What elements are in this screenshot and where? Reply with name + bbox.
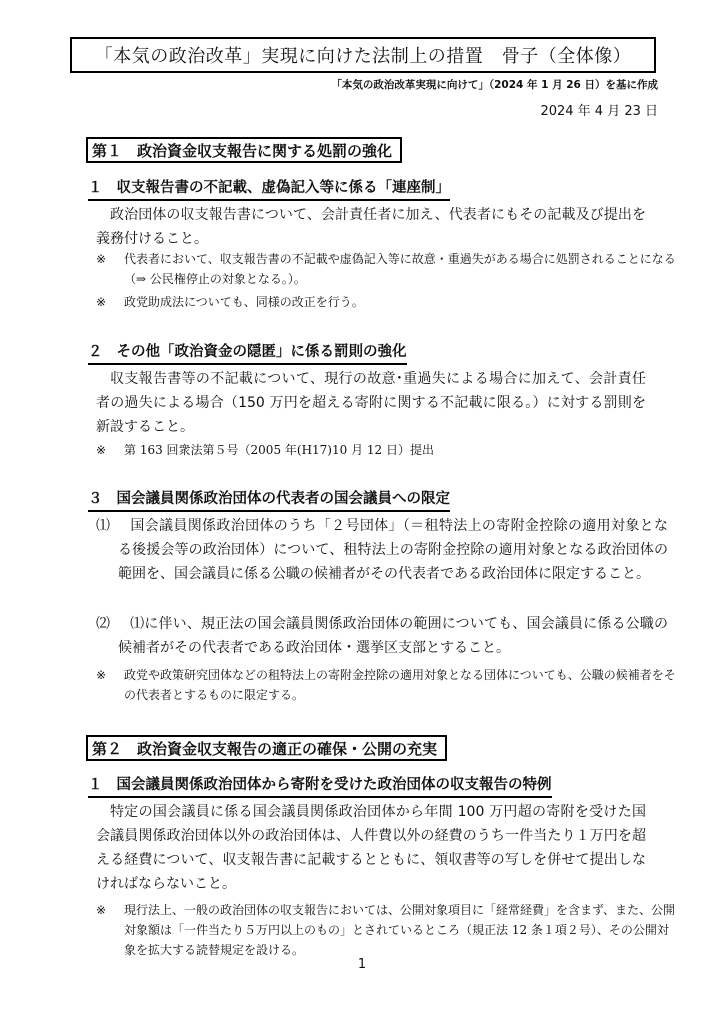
- subsection-number: １: [88, 180, 103, 196]
- section-1-3-heading: [88, 487, 450, 512]
- subsection-title: 国会議員関係政治団体の代表者の国会議員への限定: [116, 491, 450, 507]
- note-mark: ※: [96, 295, 107, 309]
- note-mark: ※: [96, 668, 107, 682]
- basis-note: 「本気の政治改革実現に向けて」（2024 年 1 月 26 日）を基に作成: [331, 79, 658, 91]
- note-text: 第 163 回衆法第５号（2005 年(H17)10 月 12 日）提出: [124, 443, 434, 457]
- section-1-heading: 第１ 政治資金収支報告に関する処罰の強化: [86, 137, 402, 163]
- section-1-3-item-2: [96, 612, 668, 660]
- document-date: 2024 年 4 月 23 日: [540, 104, 658, 119]
- subsection-title: 収支報告書の不記載、虚偽記入等に係る「連座制」: [116, 180, 450, 196]
- item-number: ⑴: [96, 518, 110, 534]
- section-1-2-note-1: [96, 440, 676, 460]
- section-2-heading: 第２ 政治資金収支報告の適正の確保・公開の充実: [86, 735, 447, 761]
- note-text: 代表者において、収支報告書の不記載や虚偽記入等に故意・重過失がある場合に処罰されることになる（⇒ 公民権停止の対象となる。）。: [124, 252, 676, 286]
- subsection-number: １: [88, 777, 103, 793]
- subsection-title: その他「政治資金の隠匿」に係る罰則の強化: [116, 344, 407, 360]
- note-text: 政党助成法についても、同様の改正を行う。: [124, 295, 364, 309]
- section-1-2-heading: [88, 340, 407, 365]
- note-mark: ※: [96, 443, 107, 457]
- section-1-1-note-1: [96, 249, 676, 289]
- section-2-1-heading: [88, 773, 552, 798]
- note-mark: ※: [96, 252, 107, 266]
- item-number: ⑵: [96, 616, 110, 632]
- section-1-3-item-1: [96, 514, 668, 586]
- section-1-1-note-2: [96, 292, 676, 312]
- section-1-2-body: 収支報告書等の不記載について、現行の故意･重過失による場合に加えて、会計責任者の過失による場合（150 万円を超える寄附に関する不記載に限る。）に対する罰則を新設すること。: [96, 371, 646, 435]
- section-2-1-body: 特定の国会議員に係る国会議員関係政治団体から年間 100 万円超の寄附を受けた国会議員関係政治団体以外の政治団体は、人件費以外の経費のうち一件当たり１万円を超える経費について、収支報告書に記載するとともに、領収書等の写しを併せて提出しなければならないこと。: [96, 804, 646, 892]
- subsection-number: ３: [88, 491, 103, 507]
- page-title: 「本気の政治改革」実現に向けた法制上の措置 骨子（全体像）: [70, 37, 656, 73]
- note-text: 政党や政策研究団体などの租特法上の寄附金控除の適用対象となる団体についても、公職の候補者をその代表者とするものに限定する。: [124, 668, 676, 702]
- section-1-3-note-1: [96, 665, 676, 705]
- note-mark: ※: [96, 903, 107, 917]
- item-text: ⑴に伴い、規正法の国会議員関係政治団体の範囲についても、国会議員に係る公職の候補者がその代表者である政治団体・選挙区支部とすること。: [118, 616, 668, 656]
- section-2-1-note-1: [96, 900, 676, 960]
- section-1-1-heading: [88, 176, 450, 201]
- page-number: 1: [357, 957, 367, 972]
- item-text: 国会議員関係政治団体のうち「２号団体」（＝租特法上の寄附金控除の適用対象となる後援会等の政治団体）について、租特法上の寄附金控除の適用対象となる政治団体の範囲を、国会議員に係る公職の候補者がその代表者である政治団体に限定すること。: [118, 518, 668, 582]
- note-text: 現行法上、一般の政治団体の収支報告においては、公開対象項目に「経常経費」を含まず、また、公開対象額は「一件当たり５万円以上のもの」とされているところ（規正法 12 条１項２号）、その公開対象を拡大する読替規定を設ける。: [124, 903, 676, 957]
- subsection-number: ２: [88, 344, 103, 360]
- section-1-1-body: 政治団体の収支報告書について、会計責任者に加え、代表者にもその記載及び提出を義務付けること。: [96, 207, 646, 247]
- subsection-title: 国会議員関係政治団体から寄附を受けた政治団体の収支報告の特例: [116, 777, 552, 793]
